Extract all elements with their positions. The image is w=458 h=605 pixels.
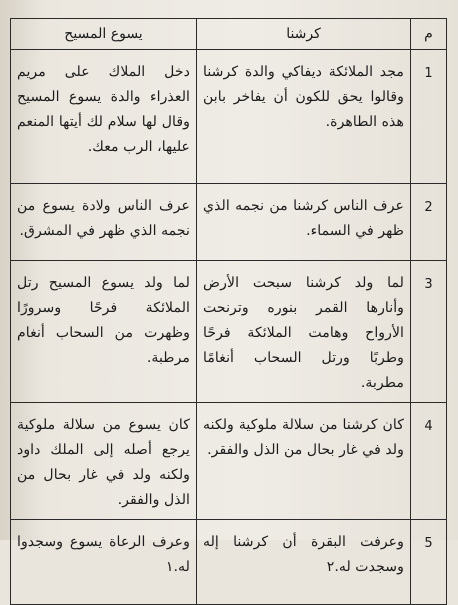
row-number: 3 <box>411 261 447 403</box>
jesus-cell: دخل الملاك على مريم العذراء والدة يسوع المسيح وقال لها سلام لك أيتها المنعم عليها، الرب معك. <box>11 50 197 184</box>
krishna-cell: كان كرشنا من سلالة ملوكية ولكنه ولد في غار بحال من الذل والفقر. <box>197 403 411 520</box>
krishna-cell: عرف الناس كرشنا من نجمه الذي ظهر في السماء. <box>197 184 411 261</box>
krishna-cell: لما ولد كرشنا سبحت الأرض وأنارها القمر بنوره وترنحت الأرواح وهامت الملائكة فرحًا وطربًا ورتل السحاب أنغامًا مطربة. <box>197 261 411 403</box>
jesus-cell: كان يسوع من سلالة ملوكية يرجع أصله إلى الملك داود ولكنه ولد في غار بحال من الذل والفقر. <box>11 403 197 520</box>
jesus-cell: لما ولد يسوع المسيح رتل الملائكة فرحًا وسرورًا وظهرت من السحاب أنغام مرطبة. <box>11 261 197 403</box>
row-number: 5 <box>411 520 447 605</box>
header-krishna: كرشنا <box>197 19 411 50</box>
jesus-cell: عرف الناس ولادة يسوع من نجمه الذي ظهر في المشرق. <box>11 184 197 261</box>
table-row <box>11 261 447 403</box>
header-jesus: يسوع المسيح <box>11 19 197 50</box>
table-row <box>11 403 447 520</box>
table-header-row <box>11 19 447 50</box>
table-row <box>11 520 447 605</box>
table-row <box>11 50 447 184</box>
krishna-cell: وعرفت البقرة أن كرشنا إله وسجدت له.٢ <box>197 520 411 605</box>
row-number: 4 <box>411 403 447 520</box>
comparison-table <box>10 18 447 605</box>
row-number: 1 <box>411 50 447 184</box>
krishna-cell: مجد الملائكة ديفاكي والدة كرشنا وقالوا يحق للكون أن يفاخر بابن هذه الطاهرة. <box>197 50 411 184</box>
jesus-cell: وعرف الرعاة يسوع وسجدوا له.١ <box>11 520 197 605</box>
table-row <box>11 184 447 261</box>
row-number: 2 <box>411 184 447 261</box>
header-number: م <box>411 19 447 50</box>
